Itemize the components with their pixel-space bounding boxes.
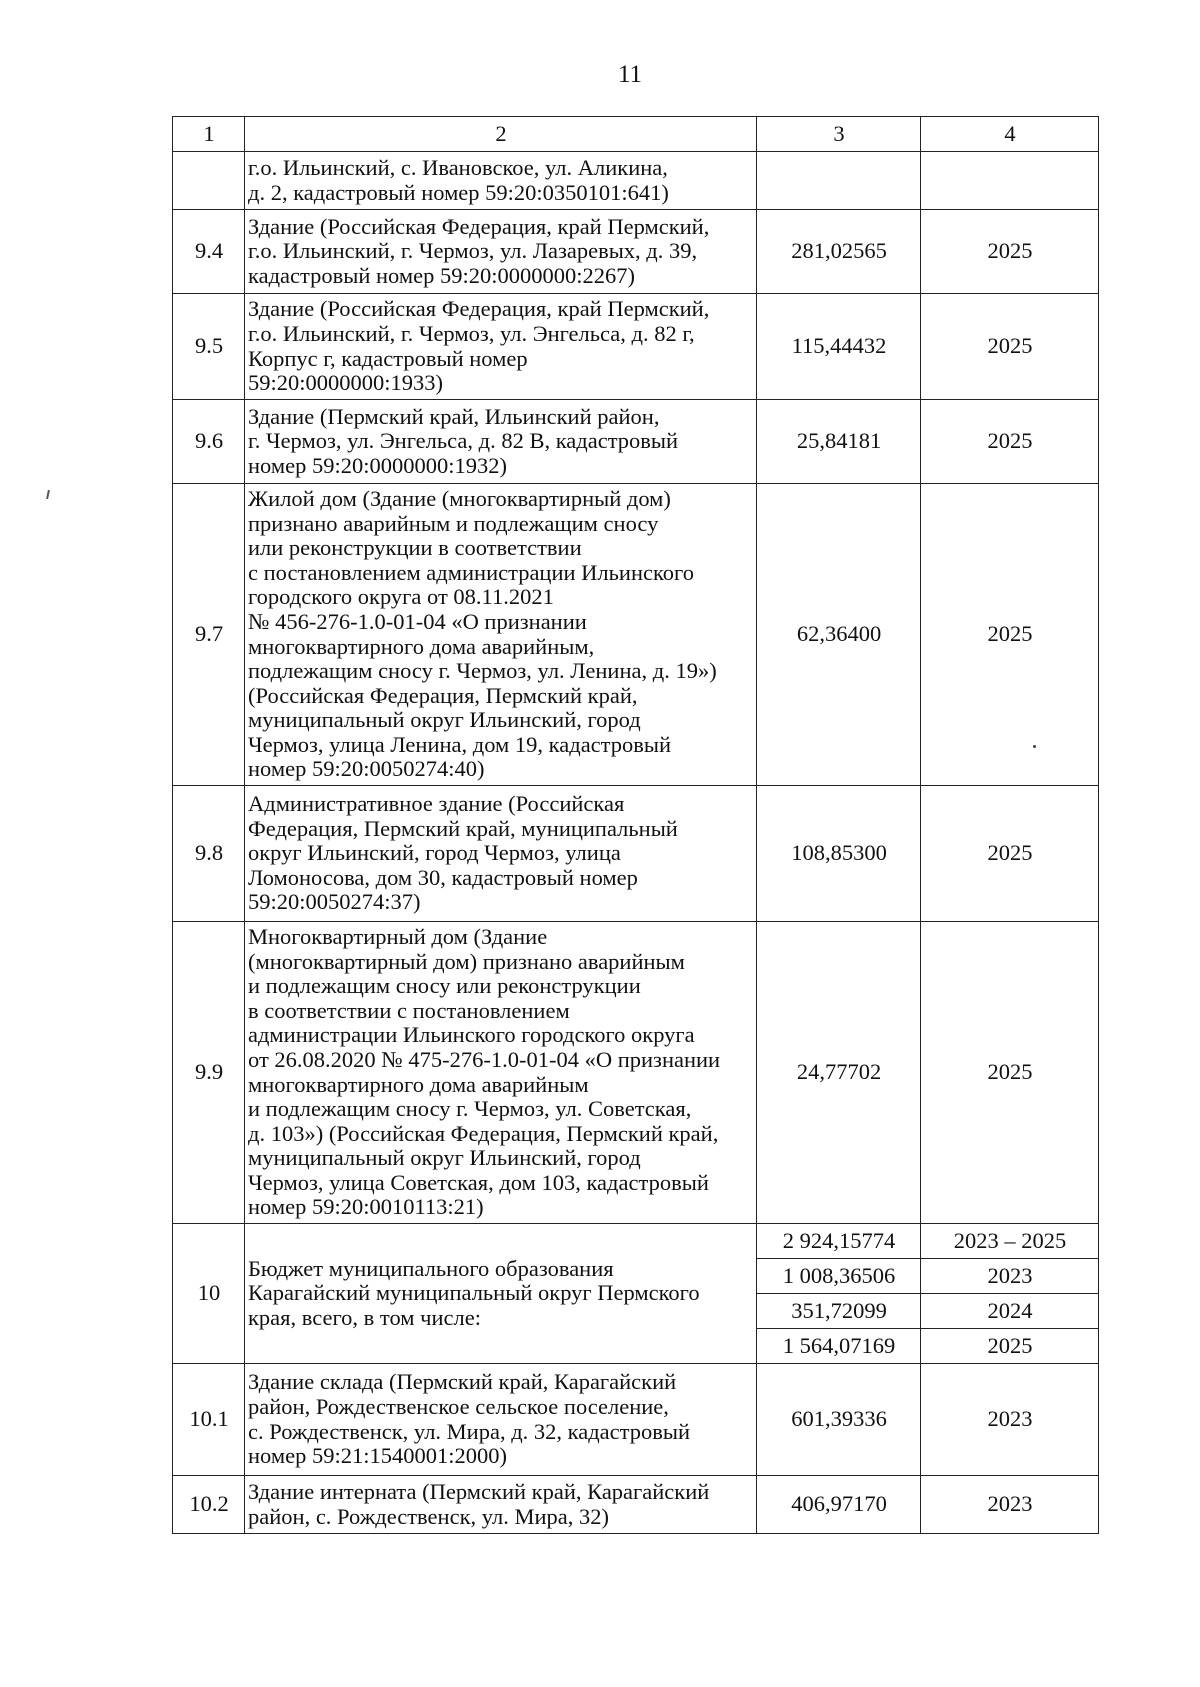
row-number: 9.6 [173, 400, 245, 484]
header-col-1: 1 [173, 117, 245, 152]
row-description: Здание (Российская Федерация, край Пермский, г.о. Ильинский, г. Чермоз, ул. Энгельса, д. 82 г, Корпус г, кадастровый номер 59:20:0000000:1933) [245, 294, 757, 400]
row-year: 2025 [921, 210, 1099, 294]
row-year [921, 152, 1099, 210]
row-year: 2025 [921, 786, 1099, 922]
row-number: 9.4 [173, 210, 245, 294]
row-year: 2025 [921, 400, 1099, 484]
budget-row [173, 1224, 1099, 1259]
row-description: г.о. Ильинский, с. Ивановское, ул. Аликина, д. 2, кадастровый номер 59:20:0350101:641) [245, 152, 757, 210]
row-amount: 406,97170 [757, 1476, 921, 1534]
table-row [173, 1476, 1099, 1534]
row-year: 2025 [921, 922, 1099, 1224]
budget-amount: 2 924,15774 [757, 1224, 921, 1259]
page-number: 11 [617, 61, 643, 88]
table-row [173, 294, 1099, 400]
row-number [173, 152, 245, 210]
scan-mark [46, 490, 50, 499]
row-description: Здание (Пермский край, Ильинский район, г. Чермоз, ул. Энгельса, д. 82 В, кадастровый номер 59:20:0000000:1932) [245, 400, 757, 484]
table-row [173, 786, 1099, 922]
row-year: 2025 [921, 294, 1099, 400]
table-row [173, 152, 1099, 210]
table-row [173, 922, 1099, 1224]
row-number: 9.5 [173, 294, 245, 400]
row-amount: 281,02565 [757, 210, 921, 294]
table-row [173, 400, 1099, 484]
budget-description: Бюджет муниципального образования Карагайский муниципальный округ Пермского края, всего, в том числе: [245, 1224, 757, 1364]
table-row [173, 484, 1099, 786]
row-description: Здание (Российская Федерация, край Пермский, г.о. Ильинский, г. Чермоз, ул. Лазаревых, д. 39, кадастровый номер 59:20:0000000:2267) [245, 210, 757, 294]
row-year: 2025 [921, 484, 1099, 786]
row-amount [757, 152, 921, 210]
row-amount: 24,77702 [757, 922, 921, 1224]
header-col-3: 3 [757, 117, 921, 152]
row-number: 9.8 [173, 786, 245, 922]
row-amount: 62,36400 [757, 484, 921, 786]
budget-amount: 1 008,36506 [757, 1259, 921, 1294]
row-number: 9.7 [173, 484, 245, 786]
row-amount: 601,39336 [757, 1364, 921, 1476]
row-amount: 108,85300 [757, 786, 921, 922]
row-description: Административное здание (Российская Федерация, Пермский край, муниципальный округ Ильинский, город Чермоз, улица Ломоносова, дом 30, кадастровый номер 59:20:0050274:37) [245, 786, 757, 922]
table-row [173, 210, 1099, 294]
budget-amount: 1 564,07169 [757, 1329, 921, 1364]
row-amount: 115,44432 [757, 294, 921, 400]
row-description: Многоквартирный дом (Здание (многоквартирный дом) признано аварийным и подлежащим сносу или реконструкции в соответствии с постановлением администрации Ильинского городского округа от 26.08.2020 № 475-276-1.0-01-04 «О признании многоквартирного дома аварийным и подлежащим сносу г. Чермоз, ул. Советская, д. 103») (Российская Федерация, Пермский край, муниципальный округ Ильинский, город Чермоз, улица Советская, дом 103, кадастровый номер 59:20:0010113:21) [245, 922, 757, 1224]
scan-dot [1033, 745, 1036, 748]
row-year: 2023 [921, 1476, 1099, 1534]
budget-year: 2025 [921, 1329, 1099, 1364]
row-description: Жилой дом (Здание (многоквартирный дом) признано аварийным и подлежащим сносу или реконструкции в соответствии с постановлением администрации Ильинского городского округа от 08.11.2021 № 456-276-1.0-01-04 «О признании многоквартирного дома аварийным, подлежащим сносу г. Чермоз, ул. Ленина, д. 19») (Российская Федерация, Пермский край, муниципальный округ Ильинский, город Чермоз, улица Ленина, дом 19, кадастровый номер 59:20:0050274:40) [245, 484, 757, 786]
budget-year: 2023 – 2025 [921, 1224, 1099, 1259]
header-col-2: 2 [245, 117, 757, 152]
table-row [173, 1364, 1099, 1476]
budget-year: 2023 [921, 1259, 1099, 1294]
row-number: 10.1 [173, 1364, 245, 1476]
row-year: 2023 [921, 1364, 1099, 1476]
budget-amount: 351,72099 [757, 1294, 921, 1329]
row-number: 9.9 [173, 922, 245, 1224]
row-amount: 25,84181 [757, 400, 921, 484]
budget-number: 10 [173, 1224, 245, 1364]
budget-year: 2024 [921, 1294, 1099, 1329]
row-number: 10.2 [173, 1476, 245, 1534]
header-col-4: 4 [921, 117, 1099, 152]
row-description: Здание интерната (Пермский край, Карагайский район, с. Рождественск, ул. Мира, 32) [245, 1476, 757, 1534]
row-description: Здание склада (Пермский край, Карагайский район, Рождественское сельское поселение, с. Рождественск, ул. Мира, д. 32, кадастровый номер 59:21:1540001:2000) [245, 1364, 757, 1476]
data-table [172, 116, 1099, 1534]
table-header-row [173, 117, 1099, 152]
